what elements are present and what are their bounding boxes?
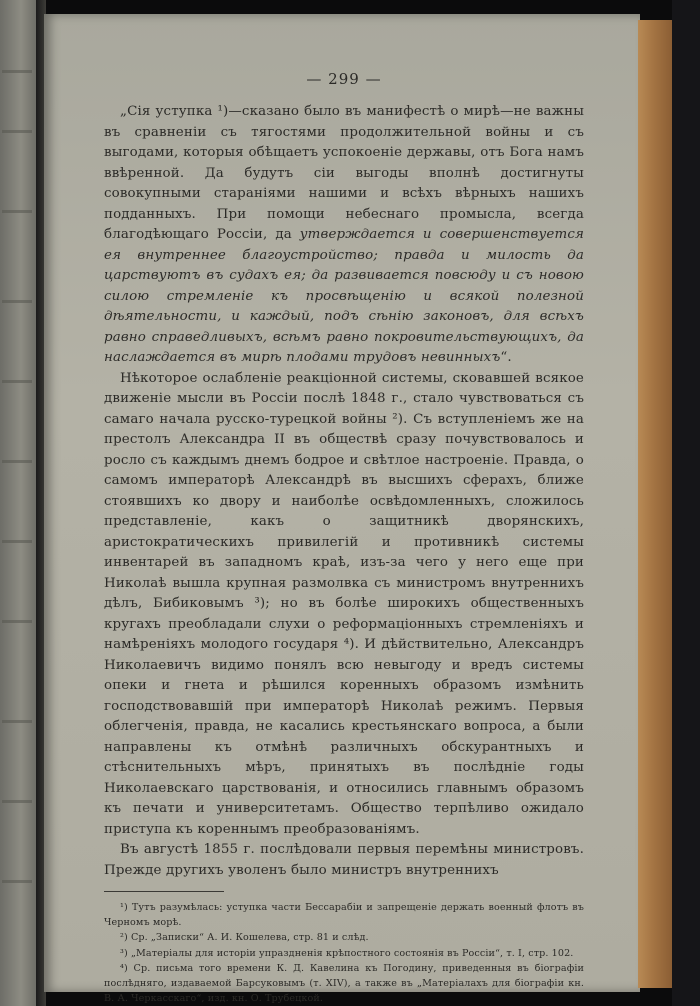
page-content (104, 70, 584, 1006)
footnote-4: ⁴) Ср. письма того времени К. Д. Кавелина къ Погодину, приведенныя въ біографіи послѣдняго, издаваемой Барсуковымъ (т. XIV), а также въ „Матеріалахъ для біографіи кн. В. А. Черкасскаго“, изд. кн. О. Трубецкой. (104, 962, 584, 1005)
previous-page-edge (0, 0, 38, 1006)
paragraph-text: Въ августѣ 1855 г. послѣдовали первыя перемѣны министровъ. Прежде другихъ уволенъ было министръ внутреннихъ (104, 842, 584, 878)
paragraph-text: Нѣкоторое ослабленіе реакціонной системы, сковавшей всякое движеніе мысли въ Россіи послѣ 1848 г., стало чувствоваться съ самаго начала русско-турецкой войны ²). Съ вступленіемъ же на престолъ Александра II въ обществѣ сразу почувствовалось и росло съ каждымъ днемъ бодрое и свѣтлое настроеніе. Правда, о самомъ императорѣ Александрѣ въ высшихъ сферахъ, ближе стоявшихъ ко двору и наиболѣе освѣдомленныхъ, сложилось представленіе, какъ о защитникѣ дворянскихъ, аристократическихъ привилегій и противникѣ системы инвентарей въ западномъ краѣ, изъ-за чего у него еще при Николаѣ вышла крупная размолвка съ министромъ внутреннихъ дѣлъ, Бибиковымъ ³); но въ болѣе широкихъ общественныхъ кругахъ преобладали слухи о реформаціонныхъ стремленіяхъ и намѣреніяхъ молодого государя ⁴). И дѣйствительно, Александръ Николаевичъ видимо понялъ всю невыгоду и вредъ системы опеки и гнета и рѣшился коренныхъ образомъ измѣнить господствовавшій при императорѣ Николаѣ режимъ. Первыя облегченія, правда, не касались крестьянскаго вопроса, а были направлены къ отмѣнѣ различныхъ обскурантныхъ и стѣснительныхъ мѣръ, принятыхъ въ послѣдніе годы Николаевскаго царствованія, и относились главнымъ образомъ къ печати и университетамъ. Общество терпѣливо ожидало приступа къ кореннымъ преобразованіямъ. (104, 370, 584, 837)
footnote-1: ¹) Тутъ разумѣлась: уступка части Бессарабіи и запрещеніе держать военный флотъ въ Черномъ морѣ. (104, 902, 584, 929)
footnote-divider (104, 891, 224, 892)
page-block-edge (638, 20, 672, 988)
paragraph-italic-text: утверждается и совершенствуется ея внутреннее благоустройство; правда и милость да царствуютъ въ судахъ ея; да развивается повсюду и съ новою силою стремленіе къ просвѣщенію и всякой полезной дѣятельности, и каждый, подъ сѣнію законовъ, для всѣхъ равно справедливыхъ, всѣмъ равно покровительствующихъ, да наслаждается въ мирѣ плодами трудовъ невинныхъ (104, 227, 584, 365)
paragraph-text: „Сія уступка ¹)—сказано было въ манифестѣ о мирѣ—не важны въ сравненіи съ тягостями продолжительной войны и съ выгодами, которыя обѣщаетъ успокоеніе державы, отъ Бога намъ ввѣренной. Да будутъ сіи выгоды вполнѣ достигнуты совокупными стараніями нашими и всѣхъ вѣрныхъ нашихъ подданныхъ. При помощи небеснаго промысла, всегда благодѣющаго Россіи, да (104, 104, 584, 242)
page-number: — 299 — (306, 70, 382, 88)
paragraph-manifesto (104, 102, 584, 369)
footnote-3: ³) „Матеріалы для исторіи упраздненія крѣпостного состоянія въ Россіи“, т. I, стр. 102. (120, 947, 574, 959)
book-cover (672, 0, 700, 1006)
paragraph-tail: “. (500, 350, 512, 365)
footnote-2: ²) Ср. „Записки“ А. И. Кошелева, стр. 81 и слѣд. (120, 932, 369, 944)
paragraph-reaction (104, 369, 584, 841)
paragraph-ministers (104, 840, 584, 881)
